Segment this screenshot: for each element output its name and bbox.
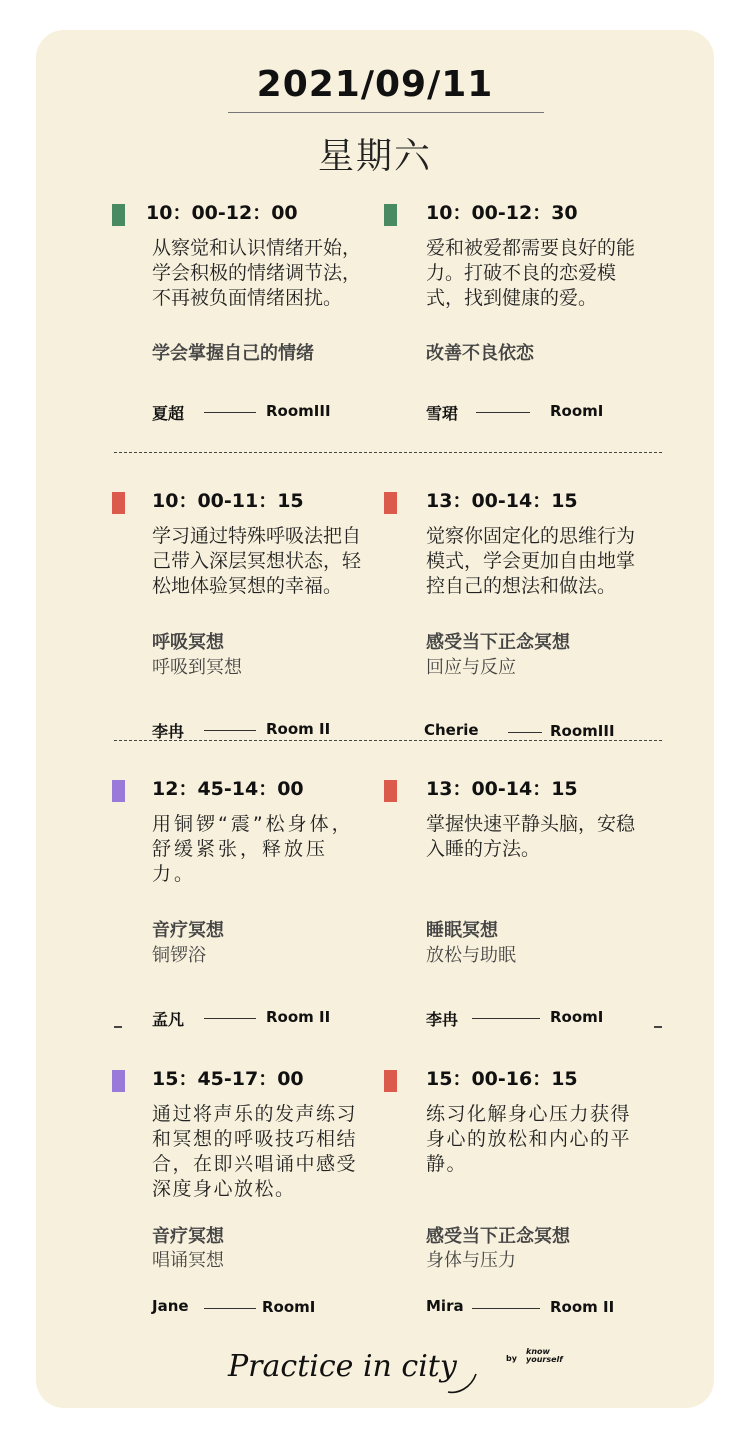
course-subtitle: 放松与助眠	[426, 945, 516, 966]
category-marker	[384, 204, 397, 226]
practice-in-city-logo	[226, 1336, 526, 1394]
category-marker	[384, 492, 397, 514]
category-marker	[112, 492, 125, 514]
category-marker	[112, 1070, 125, 1092]
room-name: Room II	[266, 720, 331, 738]
course-name: 睡眠冥想	[426, 920, 498, 941]
course-name: 感受当下正念冥想	[426, 632, 570, 653]
course-name: 音疗冥想	[152, 1226, 224, 1247]
teacher-name: Cherie	[424, 721, 479, 739]
teacher-name: Mira	[426, 1297, 464, 1315]
separator-line	[204, 730, 256, 731]
session-card[interactable]	[384, 198, 684, 458]
course-name: 感受当下正念冥想	[426, 1226, 570, 1247]
know-yourself-logo	[526, 1348, 563, 1364]
session-time: 15：00-16：15	[426, 1068, 578, 1090]
by-label: by	[506, 1354, 517, 1363]
row-divider	[114, 452, 662, 453]
separator-line	[476, 412, 530, 413]
session-time: 13：00-14：15	[426, 490, 578, 512]
category-marker	[112, 204, 125, 226]
schedule-date: 2021/09/11	[256, 64, 494, 105]
separator-line	[204, 412, 256, 413]
session-description: 爱和被爱都需要良好的能力。打破不良的恋爱模式，找到健康的爱。	[426, 237, 636, 309]
session-card[interactable]	[384, 486, 684, 746]
teacher-name: 李冉	[152, 722, 185, 741]
separator-line	[204, 1308, 256, 1309]
room-name: Room II	[550, 1298, 615, 1316]
row-divider	[114, 740, 662, 741]
course-name: 改善不良依恋	[426, 343, 534, 364]
teacher-name: 夏超	[152, 404, 185, 423]
session-description: 学习通过特殊呼吸法把自己带入深层冥想状态，轻松地体验冥想的幸福。	[152, 525, 362, 597]
session-card[interactable]	[112, 486, 412, 746]
room-name: RoomI	[550, 1008, 604, 1026]
session-card[interactable]	[112, 774, 412, 1034]
brand-line2: yourself	[526, 1355, 563, 1364]
separator-line	[508, 732, 542, 733]
course-subtitle: 铜锣浴	[152, 945, 206, 966]
teacher-name: 孟凡	[152, 1010, 185, 1029]
category-marker	[384, 780, 397, 802]
teacher-name: Jane	[152, 1297, 189, 1315]
teacher-name: 李冉	[426, 1010, 459, 1029]
schedule-card	[36, 30, 714, 1408]
session-time: 12：45-14：00	[152, 778, 304, 800]
room-name: RoomIII	[550, 722, 615, 740]
session-time: 10：00-11：15	[152, 490, 304, 512]
brand-line1: know	[526, 1347, 550, 1356]
logo-text: Practice in city	[228, 1349, 457, 1384]
session-description: 通过将声乐的发声练习和冥想的呼吸技巧相结合，在即兴唱诵中感受深度身心放松。	[152, 1103, 358, 1200]
row-divider-tick	[114, 1026, 122, 1028]
room-name: RoomI	[262, 1298, 316, 1316]
category-marker	[384, 1070, 397, 1092]
room-name: Room II	[266, 1008, 331, 1026]
session-description: 用铜锣“震”松身体，舒缓紧张，释放压力。	[152, 813, 354, 885]
course-name: 学会掌握自己的情绪	[152, 343, 314, 364]
session-time: 13：00-14：15	[426, 778, 578, 800]
row-divider-tick	[654, 1026, 662, 1028]
session-time: 15：45-17：00	[152, 1068, 304, 1090]
category-marker	[112, 780, 125, 802]
course-subtitle: 身体与压力	[426, 1250, 516, 1271]
course-name: 音疗冥想	[152, 920, 224, 941]
separator-line	[204, 1018, 256, 1019]
course-subtitle: 唱诵冥想	[152, 1250, 224, 1271]
session-description: 从察觉和认识情绪开始，学会积极的情绪调节法，不再被负面情绪困扰。	[152, 237, 362, 309]
session-card[interactable]	[112, 198, 412, 458]
separator-line	[472, 1018, 540, 1019]
session-description: 觉察你固定化的思维行为模式，学会更加自由地掌控自己的想法和做法。	[426, 525, 636, 597]
title-divider	[228, 112, 544, 113]
schedule-weekday: 星期六	[317, 136, 432, 177]
separator-line	[472, 1308, 540, 1309]
teacher-name: 雪珺	[426, 404, 459, 423]
course-name: 呼吸冥想	[152, 632, 224, 653]
session-description: 练习化解身心压力获得身心的放松和内心的平静。	[426, 1103, 632, 1175]
session-time: 10：00-12：00	[146, 202, 298, 224]
course-subtitle: 呼吸到冥想	[152, 657, 242, 678]
session-time: 10：00-12：30	[426, 202, 578, 224]
course-subtitle: 回应与反应	[426, 657, 516, 678]
session-card[interactable]	[384, 774, 684, 1034]
session-card[interactable]	[112, 1064, 412, 1324]
session-description: 掌握快速平静头脑，安稳入睡的方法。	[426, 813, 636, 860]
room-name: RoomIII	[266, 402, 331, 420]
session-card[interactable]	[384, 1064, 684, 1324]
room-name: RoomI	[550, 402, 604, 420]
